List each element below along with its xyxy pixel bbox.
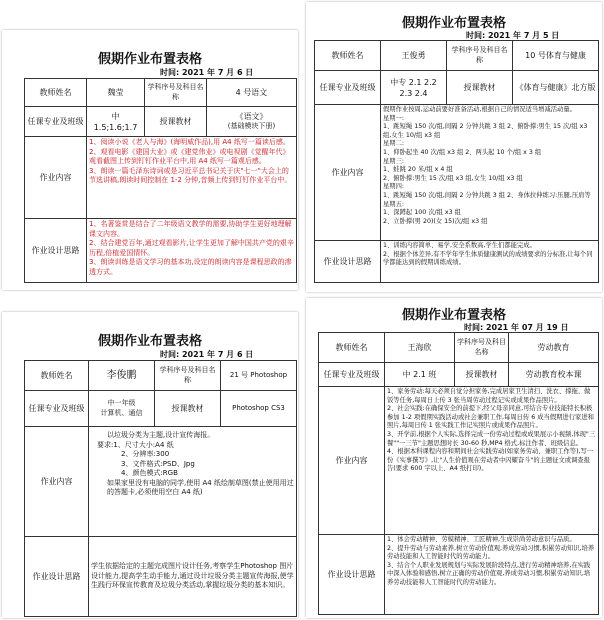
- content-item: 1、深蹲起 100 次/组 x3 组: [383, 209, 461, 217]
- subject-name: 21 号 Photoshop: [221, 361, 297, 391]
- class-value: 中 2.1 班: [385, 363, 455, 387]
- assignment-table: [24, 360, 297, 617]
- content-item: 星期一:: [383, 114, 405, 122]
- class-major: 计算机、通信: [100, 408, 143, 417]
- content-cell: [381, 105, 599, 241]
- content-item: 1、蛙跳 20 米/组 x 4 组: [383, 166, 453, 174]
- design-cell: [87, 219, 297, 283]
- design-item: 3、结合个人职业发展规划与实际发展阶段特点,进行劳动精神培养,在实践中深入体验和感悟,树立正确的劳动价值观,养成劳动习惯,积累劳动知识,培养劳动技能和人工智能时代的劳动能力。: [387, 561, 591, 586]
- content-item: 以垃圾分类为主题,设计宣传海报。: [107, 431, 215, 439]
- design-item: 1、体会劳动精神、劳模精神、工匠精神,生成崇尚劳动意识与品质。: [387, 536, 576, 543]
- content-item: 要求:1、尺寸大小:A4 纸: [97, 440, 174, 449]
- sheet-title: 假期作业布置表格: [97, 334, 202, 349]
- class-label: 任课专业及班级: [25, 391, 89, 427]
- content-label: 作业内容: [315, 105, 381, 241]
- teacher-name: 魏莹: [87, 79, 145, 107]
- content-item: 4、颜色模式:RGB: [121, 469, 178, 477]
- design-item: 1、名著鉴赏是结合了二年级语文教学的需要,协助学生更好地理解课文内容。: [89, 220, 292, 238]
- material-label: 授课教材: [145, 107, 207, 137]
- subject-name: 劳动教育: [509, 333, 599, 363]
- material-value: Photoshop CS3: [221, 391, 297, 427]
- design-cell: [381, 241, 599, 283]
- sheet-tiyu: [306, 2, 602, 292]
- class-value: 中 1.5;1.6;1.7: [87, 107, 145, 137]
- teacher-label: 教师姓名: [319, 333, 385, 363]
- content-cell: [385, 387, 599, 535]
- content-item: 3、开学前,根据个人实际,选择完成一份劳动过程或成果展示小视频,体现"三餐""一三节"主题思想时长 30-60 秒,MP4 格式,标注作者、班级信息。: [387, 430, 596, 447]
- content-label: 作业内容: [25, 137, 87, 219]
- content-item: 星期三:: [383, 157, 405, 165]
- teacher-label: 教师姓名: [25, 79, 87, 107]
- sheet-laodong: [306, 298, 602, 618]
- sheet-title: 假期作业布置表格: [401, 16, 506, 31]
- design-label: 作业设计思路: [25, 537, 89, 617]
- content-item: 2、俯卧撑:男生 15 次/组 x3 组,女生 10/组 x3 组: [383, 174, 523, 182]
- sheet-date: 时间: 2021 年 07 月 19 日: [464, 323, 569, 332]
- material-title: 《语文》: [235, 112, 268, 122]
- class-value: 中专 2.1 2.2 2.3 2.4: [381, 71, 447, 105]
- assignment-table: [314, 40, 599, 283]
- design-cell: [385, 535, 599, 615]
- content-item: 4、根据本科课程内容和期间社会实践劳动(如家务劳动、兼职工作等),写一份《实事撰写》,让"人生价值观在劳动者中闪耀奋斗"的主题征文或调查报告(要求 600 字以上、A4 纸打印)。: [387, 448, 594, 473]
- content-item: 1、仰卧起坐 40 次/组 x3 组 2、两头起 10 个/组 x 3 组: [383, 148, 542, 156]
- subject-label: 学科序号及科目名称: [145, 79, 207, 107]
- subject-label: 学科序号及科目名称: [455, 333, 509, 363]
- content-item: 2、分辨率:300: [121, 450, 170, 458]
- content-label: 作业内容: [25, 427, 89, 537]
- sheet-title: 假期作业布置表格: [97, 52, 202, 67]
- sheet-date: 时间: 2021 年 7 月 6 日: [160, 350, 254, 359]
- material-label: 授课教材: [447, 71, 513, 105]
- subject-name: 4 号语文: [207, 79, 297, 107]
- content-item: 2、观看电影《建国大业》或《建党伟业》或电视剧《觉醒年代》观看截图上传到钉钉作业平台中,用 A4 纸写一篇观后感。: [89, 147, 290, 165]
- content-item: 1、跳短绳 150 次/组,间隔 2 分钟共跳 3 组 2、俯卧撑:男生 15 次/组 x3 组,女生 10/组 x3 组: [383, 123, 588, 139]
- sheet-date: 时间: 2021 年 7 月 6 日: [160, 68, 254, 77]
- content-cell: [87, 137, 297, 219]
- class-label: 任课专业及班级: [319, 363, 385, 387]
- content-item: 星期二:: [383, 140, 405, 148]
- design-item: 学生依据给定的主题完成图片设计任务,考察学生Photoshop 图片设计能力,提高学生动手能力,通过设计垃圾分类主题宣传海报,使学生践行环保宣传教育及垃圾分类活动,掌握垃圾分类的基本知识。: [91, 562, 294, 590]
- teacher-label: 教师姓名: [315, 41, 381, 71]
- assignment-table: [318, 332, 599, 615]
- class-label: 任课专业及班级: [25, 107, 87, 137]
- class-label: 任课专业及班级: [315, 71, 381, 105]
- design-label: 作业设计思路: [25, 219, 87, 283]
- design-label: 作业设计思路: [319, 535, 385, 615]
- content-item: 如果家里没有电脑的同学,使用 A4 纸绘制草图(禁止使用用过的答题卡,必须使用空白 A4 纸): [107, 478, 294, 496]
- design-item: 1、训练内容简单、易学,安全系数高,学生们都能完成。: [383, 242, 536, 249]
- class-grade: 中一年级: [107, 399, 136, 407]
- subject-name: 10 号体育与健康: [513, 41, 599, 71]
- content-item: 3、文件格式:PSD、Jpg: [121, 459, 195, 468]
- design-item: 2、提升劳动与劳动素养,树立劳动价值观,养成劳动习惯,积累劳动知识,培养劳动技能和人工智能时代的劳动能力。: [387, 544, 595, 561]
- content-item: 1、家务劳动:每天必须自觉分担家务,完成居家卫生清扫、洗衣、撑拖、做饭等任务,每周日上传 3 张当周劳动过程记实或成果作品照片。: [387, 388, 591, 404]
- design-item: 2、结合建党百年,通过观看影片,让学生更加了解中国共产党的艰辛历程,倍植爱国情怀。: [89, 239, 294, 257]
- design-label: 作业设计思路: [315, 241, 381, 283]
- content-item: 2、社会实践:在确保安全的前提下,经父母亲同意,可结合专业技能特长积极参加 1-2 项假期实践活动或社会兼职工作,每周日传 6 成当假期进行家进和照片,每周日传 1 张实践工作记实照片或成果作品照片。: [387, 405, 594, 430]
- sheet-title: 假期作业布置表格: [401, 308, 506, 323]
- content-item: 3、朗读一篇毛泽东诗词或是习近平总书记关于庆"七一"大会上的节选讲稿,朗读时间控制在 1-2 分钟,音频上传到钉钉作业平台中。: [89, 166, 292, 184]
- material-value: [207, 107, 297, 137]
- teacher-name: 王俊勇: [381, 41, 447, 71]
- sheet-yuwen: [2, 30, 298, 290]
- teacher-name: 李俊鹏: [89, 361, 155, 391]
- teacher-name: 王海欣: [385, 333, 455, 363]
- assignment-table: [24, 78, 297, 283]
- content-item: 星期五:: [383, 200, 405, 208]
- design-cell: [89, 537, 297, 617]
- content-label: 作业内容: [319, 387, 385, 535]
- teacher-label: 教师姓名: [25, 361, 89, 391]
- class-value: [89, 391, 155, 427]
- material-note: (基础模块下册): [227, 122, 276, 131]
- design-item: 3、朗读训练是语文学习的基本功,设定的朗读内容是课程思政的渗透方式。: [89, 258, 292, 276]
- content-item: 星期四:: [383, 183, 405, 191]
- subject-label: 学科序号及科目名称: [155, 361, 221, 391]
- material-value: 劳动教育校本课: [509, 363, 599, 387]
- material-value: 《体育与健康》北方版: [513, 71, 599, 105]
- sheet-date: 时间: 2021 年 7 月 5 日: [466, 31, 560, 40]
- material-label: 授课教材: [155, 391, 221, 427]
- sheet-photoshop: [2, 312, 298, 618]
- material-label: 授课教材: [455, 363, 509, 387]
- content-item: 假期作业按周,运动前要好准备活动,根据自己的情况适当增减活动量。: [383, 106, 576, 113]
- content-item: 1、阅读小说《老人与海》(海明威作品),用 A4 纸写一篇读后感。: [89, 138, 290, 146]
- subject-label: 学科序号及科目名称: [447, 41, 513, 71]
- content-cell: [89, 427, 297, 537]
- design-item: 2、根据个体差异,有不学年学生体质健康测试的成绩要求的分标准,让每个同学都能达到的假期训练成绩。: [383, 250, 593, 267]
- content-item: 1、跳短绳 150 次/组,间隔 2 分钟共跳 3 组 2、身体拉伸练习:压腿,压肩等: [383, 191, 591, 199]
- content-item: 2、立卧撑(男 20)(女 15)次/组 x3 组: [383, 217, 488, 225]
